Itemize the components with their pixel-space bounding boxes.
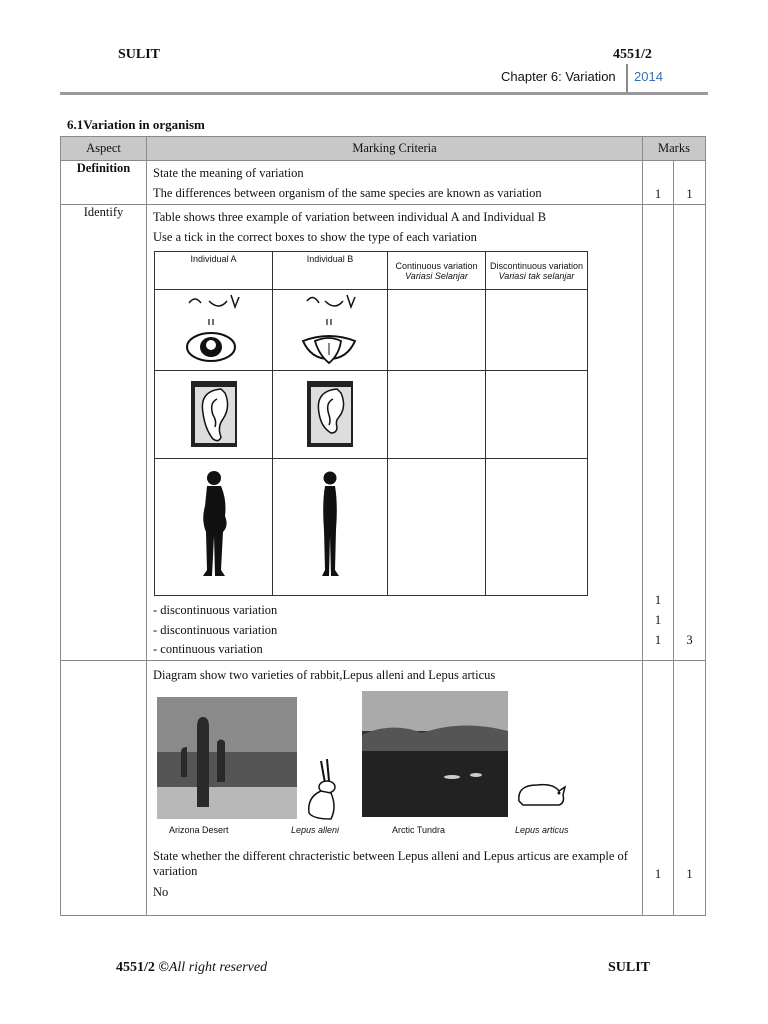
chapter-title: Chapter 6: Variation <box>501 69 616 84</box>
mark-value: 1 <box>654 593 662 607</box>
caption-arctic: Arctic Tundra <box>392 825 446 835</box>
lepus-articus-drawing <box>513 775 569 811</box>
aspect-empty <box>61 661 147 916</box>
heavy-person-silhouette <box>197 470 231 582</box>
ear-lobe-drawing <box>191 381 237 447</box>
answer-line: - continuous variation <box>153 642 263 656</box>
header-left: SULIT <box>118 47 161 62</box>
mark-cell <box>643 205 674 661</box>
header-criteria: Marking Criteria <box>147 137 643 161</box>
body-cell-a <box>155 459 273 596</box>
header-code: 4551/2 <box>613 47 652 62</box>
ear-cell-b <box>273 371 388 459</box>
body-cell-b <box>273 459 388 596</box>
footer-code: 4551/2 © <box>116 960 169 975</box>
header-rule <box>60 92 708 95</box>
tick-box[interactable] <box>486 371 588 459</box>
criteria-line: Diagram show two varieties of rabbit,Lepus alleni and Lepus articus <box>153 668 496 682</box>
mark-total-cell: 1 <box>674 161 706 205</box>
thin-person-silhouette <box>317 470 343 582</box>
mark-value: 1 <box>654 633 662 647</box>
aspect-identify: Identify <box>61 205 147 661</box>
table-header-row <box>61 137 706 161</box>
criteria-cell <box>147 661 643 916</box>
footer-right: SULIT <box>608 960 651 975</box>
year-label: 2014 <box>634 69 663 84</box>
answer-text: No <box>153 885 169 899</box>
marking-table <box>60 136 706 916</box>
tongue-cell-b <box>273 290 388 371</box>
criteria-line: The differences between organism of the same species are known as variation <box>153 186 542 200</box>
tick-header-malay: Variasi Selanjar <box>405 270 468 281</box>
mark-cell: 1 <box>643 661 674 916</box>
tick-header-continuous <box>388 252 486 290</box>
table-row <box>61 161 706 205</box>
criteria-cell <box>147 161 643 205</box>
answer-line: - discontinuous variation <box>153 603 278 617</box>
tick-header-a: Individual A <box>155 252 273 290</box>
header-aspect: Aspect <box>61 137 147 161</box>
tick-box[interactable] <box>388 371 486 459</box>
criteria-line: Table shows three example of variation between individual A and Individual B <box>153 210 547 224</box>
mark-total-cell: 3 <box>674 205 706 661</box>
criteria-line: State the meaning of variation <box>153 166 304 180</box>
tick-header-discontinuous <box>486 252 588 290</box>
criteria-line: Use a tick in the correct boxes to show the type of each variation <box>153 230 477 244</box>
tick-header-label: Continuous variation <box>395 260 478 271</box>
question-text: State whether the different chracteristic between Lepus alleni and Lepus articus are example of variation <box>153 849 628 878</box>
footer-rights: All right reserved <box>168 960 268 975</box>
caption-lepus-alleni: Lepus alleni <box>291 825 340 835</box>
criteria-cell <box>147 205 643 661</box>
mark-total-cell: 1 <box>674 661 706 916</box>
caption-lepus-articus: Lepus articus <box>515 825 569 835</box>
answer-line: - discontinuous variation <box>153 623 278 637</box>
tongue-rolling-drawing <box>179 291 249 367</box>
tick-header-b: Individual B <box>273 252 388 290</box>
aspect-definition: Definition <box>61 161 147 205</box>
header-divider <box>626 64 628 94</box>
table-row <box>61 661 706 916</box>
tick-box[interactable] <box>388 459 486 596</box>
desert-photo <box>157 697 297 819</box>
caption-arizona: Arizona Desert <box>169 825 229 835</box>
tick-box[interactable] <box>486 290 588 371</box>
tongue-cell-a <box>155 290 273 371</box>
tongue-flat-drawing <box>295 291 365 367</box>
tundra-photo <box>362 691 508 817</box>
table-row <box>61 205 706 661</box>
mark-value: 1 <box>654 613 662 627</box>
mark-cell: 1 <box>643 161 674 205</box>
footer-copyright <box>116 960 267 976</box>
section-title: 6.1Variation in organism <box>67 117 205 132</box>
tick-table <box>154 251 588 596</box>
ear-attached-drawing <box>307 381 353 447</box>
ear-cell-a <box>155 371 273 459</box>
header-marks: Marks <box>643 137 706 161</box>
tick-header-label: Discontinuous variation <box>489 260 584 271</box>
rabbit-figure <box>147 687 642 839</box>
tick-header-malay: Variasi tak selanjar <box>498 270 575 281</box>
tick-box[interactable] <box>388 290 486 371</box>
tick-box[interactable] <box>486 459 588 596</box>
lepus-alleni-drawing <box>297 757 347 821</box>
